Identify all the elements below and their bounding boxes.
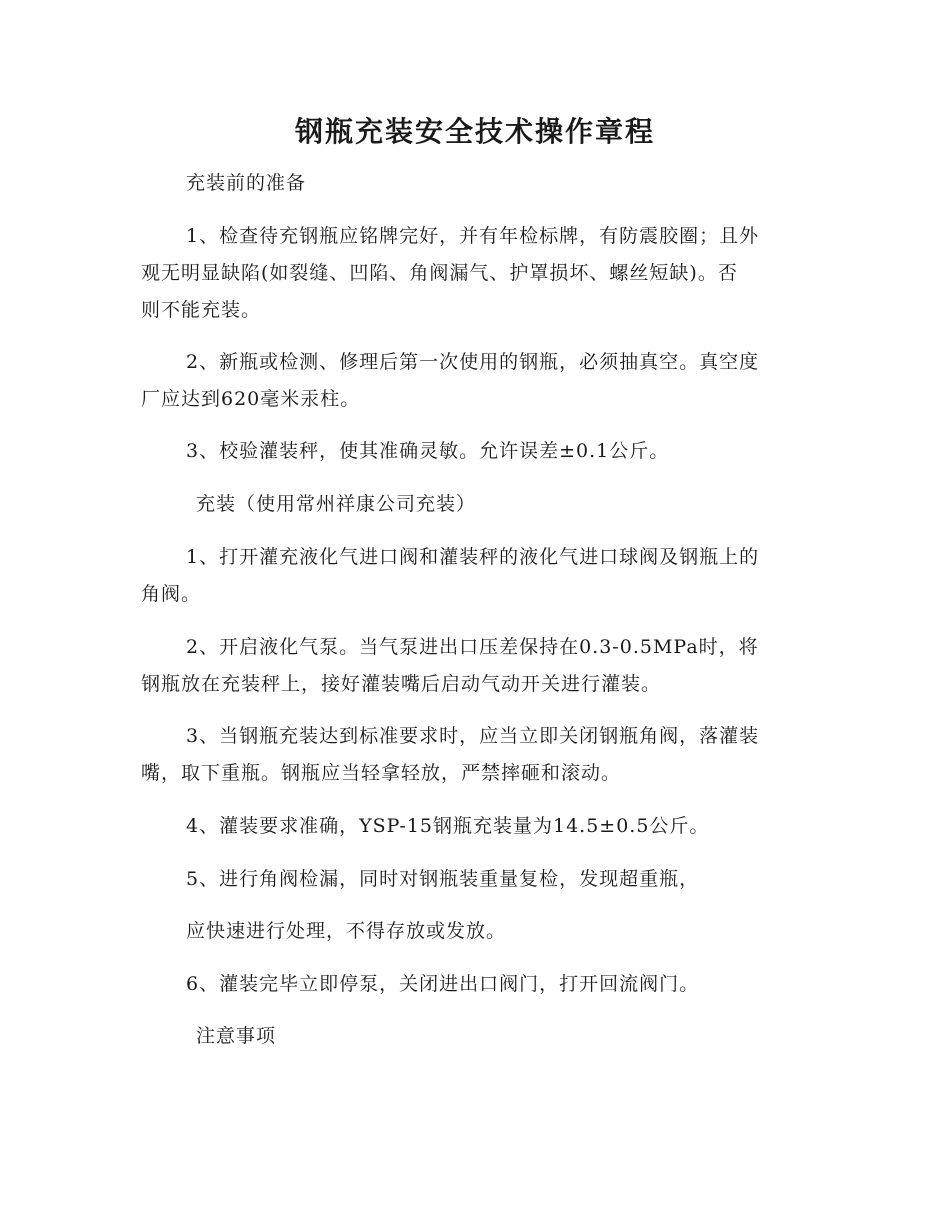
document-title: 钢瓶充装安全技术操作章程 [294,115,655,148]
filling-item-1-line-2: 角阀。 [141,583,202,605]
section-heading-preparation: 充装前的准备 [186,172,307,194]
prep-item-2-line-1: 2、新瓶或检测、修理后第一次使用的钢瓶，必须抽真空。真空度 [186,351,760,373]
filling-item-5-line-1: 5、进行角阀检漏，同时对钢瓶装重量复检，发现超重瓶， [186,868,700,890]
filling-item-2-line-1: 2、开启液化气泵。当气泵进出口压差保持在0.3-0.5MPa时，将 [186,636,759,658]
filling-item-2-line-2: 钢瓶放在充装秤上，接好灌装嘴后启动气动开关进行灌装。 [141,673,662,695]
prep-item-1-line-3: 则不能充装。 [141,299,262,321]
filling-item-4-line-1: 4、灌装要求准确，YSP-15钢瓶充装量为14.5±0.5公斤。 [186,815,710,837]
filling-item-6-line-1: 6、灌装完毕立即停泵，关闭进出口阀门，打开回流阀门。 [186,973,700,995]
filling-item-5-line-2: 应快速进行处理，不得存放或发放。 [186,920,507,942]
prep-item-3-line-1: 3、校验灌装秤，使其准确灵敏。允许误差±0.1公斤。 [186,440,670,462]
prep-item-1-line-2: 观无明显缺陷(如裂缝、凹陷、角阀漏气、护罩损坏、螺丝短缺)。否 [141,262,738,284]
filling-item-3-line-2: 嘴，取下重瓶。钢瓶应当轻拿轻放，严禁摔砸和滚动。 [141,762,622,784]
filling-item-3-line-1: 3、当钢瓶充装达到标准要求时，应当立即关闭钢瓶角阀，落灌装 [186,725,760,747]
section-heading-filling: 充装（使用常州祥康公司充装） [196,493,477,515]
prep-item-1-line-1: 1、检查待充钢瓶应铭牌完好，并有年检标牌，有防震胶圈；且外 [186,225,760,247]
prep-item-2-line-2: 厂应达到620毫米汞柱。 [141,388,361,410]
filling-item-1-line-1: 1、打开灌充液化气进口阀和灌装秤的液化气进口球阀及钢瓶上的 [186,546,760,568]
section-heading-notes: 注意事项 [196,1025,277,1047]
